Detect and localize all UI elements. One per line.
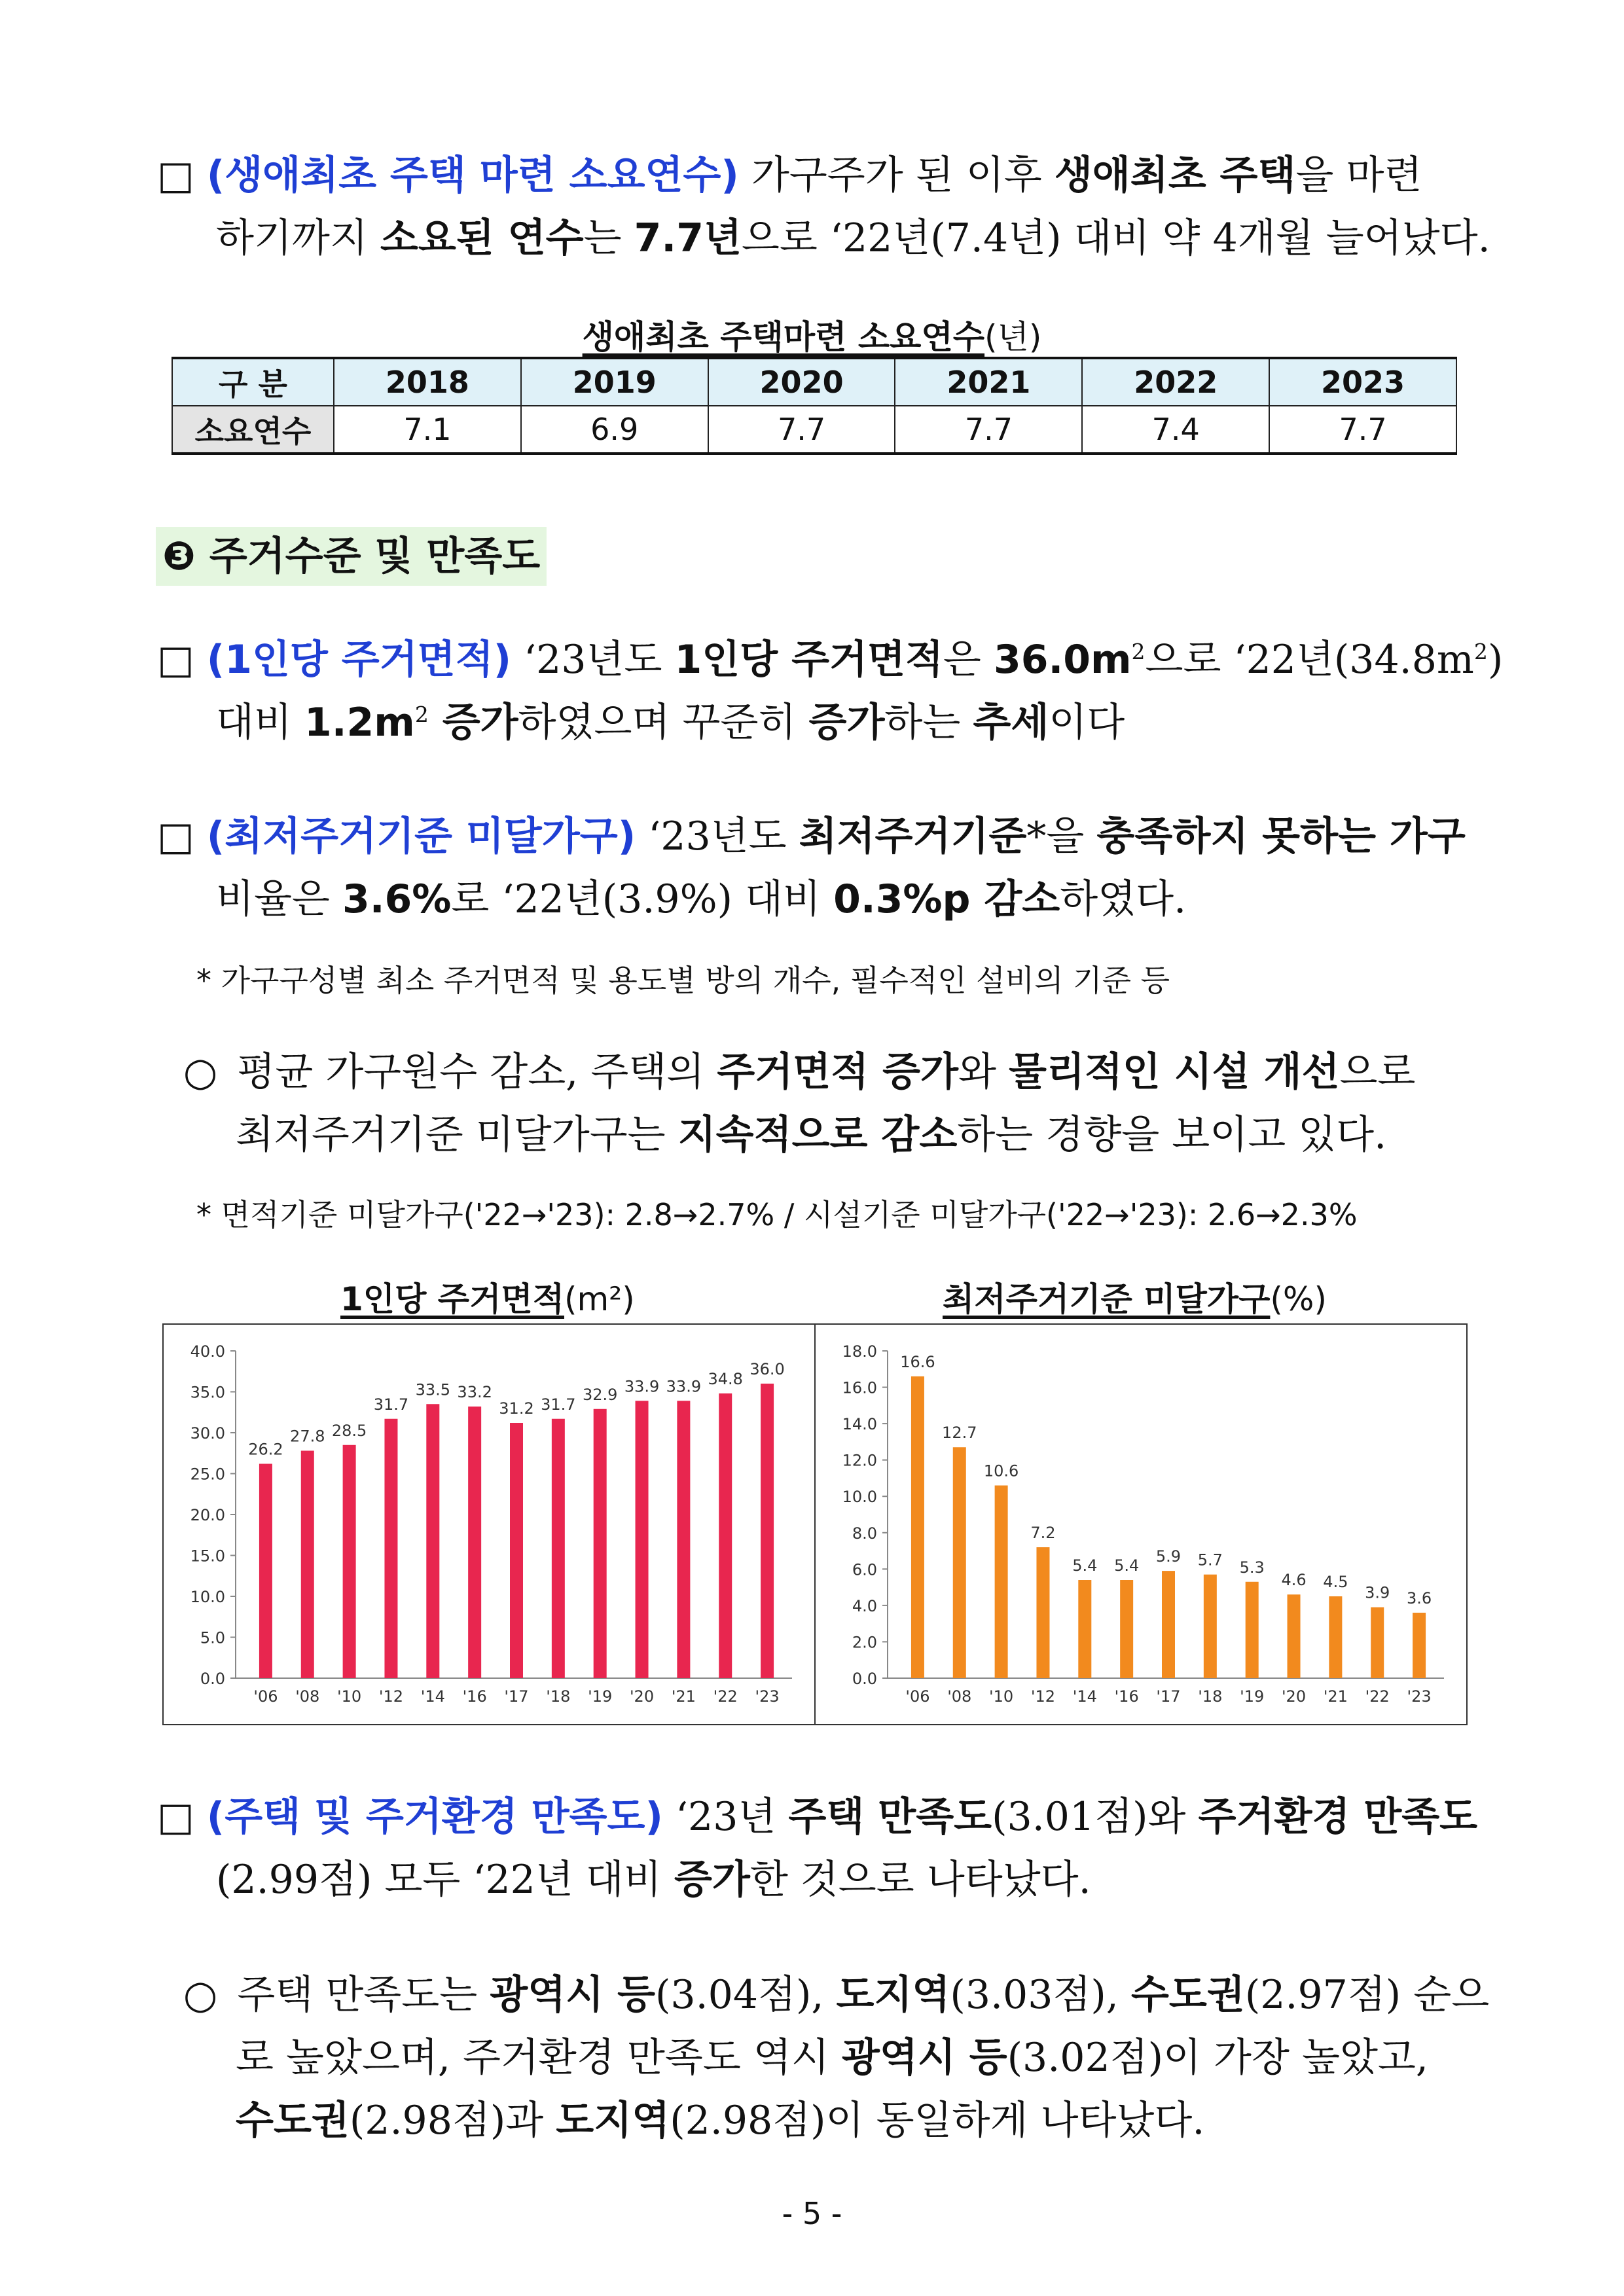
paragraph-label: (1인당 주거면적): [206, 637, 512, 683]
bar: [1329, 1596, 1342, 1678]
bar-value-label: 34.8: [708, 1370, 743, 1388]
bar-value-label: 27.8: [290, 1427, 325, 1446]
text: (2.99점) 모두 ‘22년 대비: [216, 1857, 674, 1903]
table-header-cell: 2018: [334, 358, 521, 406]
bar: [259, 1464, 272, 1679]
footnote: * 면적기준 미달가구('22→'23): 2.8→2.7% / 시설기준 미달가구('22→'23): 2.6→2.3%: [196, 1197, 1358, 1232]
section-title: 주거수준 및 만족도: [209, 533, 541, 579]
paragraph-line: [157, 805, 1479, 868]
text: ): [1487, 637, 1504, 683]
bar-value-label: 5.4: [1072, 1556, 1098, 1575]
y-tick-label: 12.0: [842, 1451, 877, 1470]
y-tick-label: 10.0: [842, 1488, 877, 1507]
bar-value-label: 33.5: [415, 1380, 451, 1399]
table-cell: 7.1: [334, 406, 521, 454]
table-cell: 7.7: [895, 406, 1082, 454]
chart-title-text: 최저주거기준 미달가구: [943, 1280, 1271, 1318]
emphasis: 수도권: [1130, 1972, 1245, 2018]
bar-value-label: 33.2: [457, 1383, 492, 1401]
x-tick-label: '10: [337, 1687, 362, 1706]
x-tick-label: '12: [1030, 1687, 1056, 1706]
text: (3.04점),: [655, 1972, 837, 2018]
emphasis: 주거환경 만족도: [1198, 1794, 1478, 1840]
table-cell: 7.7: [1269, 406, 1456, 454]
section-number-icon: ❸: [162, 533, 196, 579]
text: ‘23년도: [511, 637, 675, 683]
paragraph-line: [183, 1103, 1506, 1166]
bar: [636, 1401, 649, 1678]
footnote: * 가구구성별 최소 주거면적 및 용도별 방의 개수, 필수적인 설비의 기준 등: [196, 963, 1170, 998]
paragraph-line: [183, 1041, 1506, 1103]
text: (3.02점)이 가장 높았고,: [1007, 2035, 1428, 2081]
bar-value-label: 3.6: [1406, 1589, 1432, 1607]
y-tick-label: 10.0: [190, 1588, 225, 1606]
table-cell: 6.9: [521, 406, 708, 454]
emphasis: 추세: [973, 700, 1049, 745]
emphasis: 증가: [674, 1857, 750, 1903]
emphasis: 소요된 연수: [380, 215, 584, 261]
text: 한 것으로 나타났다.: [749, 1857, 1091, 1903]
text: (2.97점) 순으: [1244, 1972, 1490, 2018]
text: (2.98점)과: [349, 2098, 556, 2144]
emphasis: 증가: [808, 700, 885, 745]
text: 으로: [1339, 1049, 1416, 1095]
paragraph-first-home-years: [157, 144, 1490, 270]
text: 으로 ‘22년(7.4년) 대비 약 4개월 늘어났다.: [741, 215, 1490, 261]
y-tick-label: 25.0: [190, 1465, 225, 1484]
emphasis: 주거면적 증가: [717, 1049, 958, 1095]
emphasis: 3.6%: [342, 876, 452, 922]
bar-value-label: 33.9: [666, 1377, 702, 1396]
table-header-row: [172, 358, 1456, 406]
bar: [1288, 1594, 1301, 1678]
paragraph-line: [183, 1964, 1506, 2026]
emphasis: 지속적으로 감소: [677, 1112, 958, 1158]
bar-value-label: 7.2: [1030, 1524, 1056, 1542]
chart-substandard-box: [814, 1323, 1468, 1725]
x-tick-label: '22: [713, 1687, 738, 1706]
text: 대비: [216, 700, 304, 745]
table-unit: (년): [984, 318, 1042, 356]
y-tick-label: 35.0: [190, 1383, 225, 1402]
bar-value-label: 31.2: [499, 1399, 534, 1418]
table-header-cell: 2021: [895, 358, 1082, 406]
bar: [761, 1384, 774, 1678]
page-number: - 5 -: [782, 2196, 842, 2231]
checkbox-bullet: □: [157, 814, 194, 859]
section-heading: [156, 527, 547, 586]
x-tick-label: '14: [420, 1687, 445, 1706]
paragraph-label: (최저주거기준 미달가구): [206, 814, 636, 859]
text: 으로 ‘22년(34.8m: [1145, 637, 1474, 683]
text: ‘23년: [662, 1794, 789, 1840]
first-home-years-table: [171, 357, 1457, 455]
text: 는: [583, 215, 634, 261]
table-title: [0, 311, 1624, 358]
emphasis: 1.2m: [304, 700, 415, 745]
y-tick-label: 2.0: [852, 1633, 877, 1652]
y-tick-label: 14.0: [842, 1415, 877, 1434]
text: 을 마련: [1295, 152, 1422, 198]
checkbox-bullet: □: [157, 637, 194, 683]
x-tick-label: '12: [378, 1687, 404, 1706]
x-tick-label: '23: [755, 1687, 780, 1706]
x-tick-label: '21: [671, 1687, 696, 1706]
text: 하는 경향을 보이고 있다.: [957, 1112, 1387, 1158]
chart-title-substandard: [943, 1273, 1327, 1320]
checkbox-bullet: □: [157, 152, 194, 198]
paragraph-line: [157, 868, 1479, 931]
x-tick-label: '18: [1198, 1687, 1223, 1706]
bar: [1036, 1547, 1049, 1678]
paragraph-line: [157, 1848, 1479, 1911]
bar: [677, 1401, 690, 1678]
y-tick-label: 4.0: [852, 1596, 877, 1615]
text: 로 ‘22년(3.9%) 대비: [451, 876, 834, 922]
paragraph-line: [157, 144, 1479, 207]
emphasis: 주택 만족도: [788, 1794, 992, 1840]
emphasis: 도지역: [556, 2098, 670, 2144]
paragraph-line: [183, 2026, 1506, 2089]
paragraph-per-capita-area: [157, 628, 1504, 754]
emphasis: 광역시 등: [490, 1972, 655, 2018]
y-tick-label: 0.0: [852, 1670, 877, 1688]
emphasis: 36.0m: [993, 637, 1132, 683]
text: 하였다.: [1060, 876, 1187, 922]
bar-value-label: 4.5: [1323, 1573, 1348, 1591]
superscript: 2: [414, 702, 429, 727]
emphasis: 물리적인 시설 개선: [1008, 1049, 1340, 1095]
text: 하였으며 꾸준히: [518, 700, 809, 745]
superscript: 2: [1131, 639, 1146, 664]
text: 평균 가구원수 감소, 주택의: [237, 1049, 717, 1095]
y-tick-label: 6.0: [852, 1560, 877, 1579]
x-tick-label: '17: [1156, 1687, 1181, 1706]
chart-unit: (m²): [564, 1280, 635, 1318]
bar: [1120, 1580, 1133, 1678]
chart-unit: (%): [1270, 1280, 1327, 1318]
x-tick-label: '08: [947, 1687, 972, 1706]
bar: [1246, 1582, 1259, 1678]
bar-value-label: 5.7: [1197, 1551, 1223, 1570]
bar: [426, 1404, 439, 1678]
x-tick-label: '20: [629, 1687, 655, 1706]
emphasis: 수도권: [236, 2098, 350, 2144]
x-tick-label: '08: [295, 1687, 320, 1706]
bar-value-label: 12.7: [942, 1424, 977, 1443]
superscript: 2: [1473, 639, 1488, 664]
bar-value-label: 5.4: [1114, 1556, 1140, 1575]
emphasis: 생애최초 주택: [1054, 152, 1296, 198]
text: (3.03점),: [950, 1972, 1131, 2018]
bar: [468, 1407, 481, 1678]
y-tick-label: 18.0: [842, 1342, 877, 1361]
emphasis: 7.7년: [634, 215, 742, 261]
checkbox-bullet: □: [157, 1794, 194, 1840]
paragraph-label: (생애최초 주택 마련 소요연수): [206, 152, 739, 198]
x-tick-label: '23: [1407, 1687, 1432, 1706]
x-tick-label: '22: [1365, 1687, 1390, 1706]
paragraph-trend: [183, 1041, 1506, 1166]
paragraph-line: [157, 207, 1490, 270]
text: (3.01점)와: [992, 1794, 1199, 1840]
x-tick-label: '16: [462, 1687, 487, 1706]
table-cell: 7.4: [1082, 406, 1269, 454]
paragraph-satisfaction: [157, 1785, 1479, 1911]
chart-title-area: [340, 1273, 635, 1320]
x-tick-label: '17: [504, 1687, 529, 1706]
y-tick-label: 30.0: [190, 1424, 225, 1443]
text: 하기까지: [216, 215, 380, 261]
x-tick-label: '18: [546, 1687, 571, 1706]
table-title-text: 생애최초 주택마련 소요연수: [582, 318, 985, 356]
bar: [343, 1445, 356, 1678]
x-tick-label: '20: [1281, 1687, 1307, 1706]
bar: [719, 1393, 732, 1678]
bar-value-label: 4.6: [1281, 1571, 1307, 1590]
bar-value-label: 10.6: [983, 1462, 1019, 1480]
paragraph-line: [157, 628, 1504, 691]
x-tick-label: '19: [1240, 1687, 1265, 1706]
paragraph-line: [157, 691, 1479, 754]
bar: [594, 1409, 607, 1678]
bar-value-label: 36.0: [749, 1360, 785, 1378]
bar-value-label: 3.9: [1365, 1583, 1390, 1602]
bar: [953, 1447, 966, 1678]
bar: [911, 1376, 924, 1678]
emphasis: 충족하지 못하는 가구: [1096, 814, 1466, 859]
y-tick-label: 16.0: [842, 1378, 877, 1397]
emphasis: 최저주거기준: [799, 814, 1027, 859]
table-header-label: 구 분: [172, 358, 334, 406]
bar-value-label: 31.7: [541, 1395, 576, 1414]
bar-value-label: 5.3: [1239, 1558, 1265, 1577]
y-tick-label: 15.0: [190, 1547, 225, 1566]
bar: [552, 1419, 565, 1678]
text: 은: [943, 637, 994, 683]
table-header-cell: 2022: [1082, 358, 1269, 406]
bar: [1162, 1571, 1175, 1678]
bar-value-label: 28.5: [331, 1421, 367, 1440]
text: (2.98점)이 동일하게 나타났다.: [670, 2098, 1205, 2144]
bar: [301, 1451, 314, 1679]
bar: [510, 1423, 523, 1678]
paragraph-line: [157, 1785, 1479, 1848]
text: 이다: [1049, 700, 1125, 745]
per-capita-area-chart: [164, 1325, 814, 1724]
text: ‘23년도: [636, 814, 799, 859]
bar-value-label: 31.7: [373, 1395, 409, 1414]
table-header-cell: 2020: [708, 358, 895, 406]
bar: [384, 1419, 397, 1678]
text: 로 높았으며, 주거환경 만족도 역시: [236, 2035, 842, 2081]
emphasis: 증가: [428, 700, 518, 745]
text: *을: [1026, 814, 1097, 859]
table-header-cell: 2019: [521, 358, 708, 406]
bar-value-label: 32.9: [582, 1385, 618, 1404]
paragraph-regional-satisfaction: [183, 1964, 1506, 2152]
text: 가구주가 된 이후: [738, 152, 1055, 198]
bar: [1371, 1607, 1384, 1678]
y-tick-label: 5.0: [200, 1628, 225, 1647]
paragraph-substandard-housing: [157, 805, 1479, 931]
emphasis: 광역시 등: [841, 2035, 1007, 2081]
x-tick-label: '06: [253, 1687, 278, 1706]
bar-value-label: 26.2: [248, 1440, 283, 1459]
paragraph-line: [183, 2089, 1506, 2152]
substandard-household-chart: [816, 1325, 1466, 1724]
x-tick-label: '14: [1072, 1687, 1097, 1706]
bar: [1413, 1613, 1426, 1678]
table-row-label: 소요연수: [172, 406, 334, 454]
emphasis: 1인당 주거면적: [674, 637, 943, 683]
table-row: [172, 406, 1456, 454]
bar-value-label: 33.9: [624, 1377, 660, 1396]
emphasis: 0.3%p 감소: [833, 876, 1060, 922]
table-cell: 7.7: [708, 406, 895, 454]
y-tick-label: 0.0: [200, 1670, 225, 1688]
bar: [1078, 1580, 1091, 1678]
x-tick-label: '06: [905, 1687, 930, 1706]
chart-area-box: [162, 1323, 816, 1725]
bar: [995, 1486, 1008, 1678]
chart-title-text: 1인당 주거면적: [340, 1280, 564, 1318]
y-tick-label: 20.0: [190, 1506, 225, 1524]
text: 최저주거기준 미달가구는: [236, 1112, 678, 1158]
bar: [1204, 1575, 1217, 1678]
x-tick-label: '16: [1114, 1687, 1139, 1706]
text: 비율은: [216, 876, 342, 922]
paragraph-label: (주택 및 주거환경 만족도): [206, 1794, 663, 1840]
text: 주택 만족도는: [237, 1972, 490, 2018]
bar-value-label: 5.9: [1155, 1547, 1182, 1566]
x-tick-label: '10: [989, 1687, 1014, 1706]
text: 하는: [884, 700, 973, 745]
text: 와: [958, 1049, 1009, 1095]
x-tick-label: '21: [1323, 1687, 1348, 1706]
circle-bullet: ○: [183, 1972, 218, 2018]
y-tick-label: 40.0: [190, 1342, 225, 1361]
table-header-cell: 2023: [1269, 358, 1456, 406]
emphasis: 도지역: [836, 1972, 950, 2018]
bar-value-label: 16.6: [900, 1352, 935, 1371]
x-tick-label: '19: [588, 1687, 613, 1706]
y-tick-label: 8.0: [852, 1524, 877, 1543]
circle-bullet: ○: [183, 1049, 218, 1095]
